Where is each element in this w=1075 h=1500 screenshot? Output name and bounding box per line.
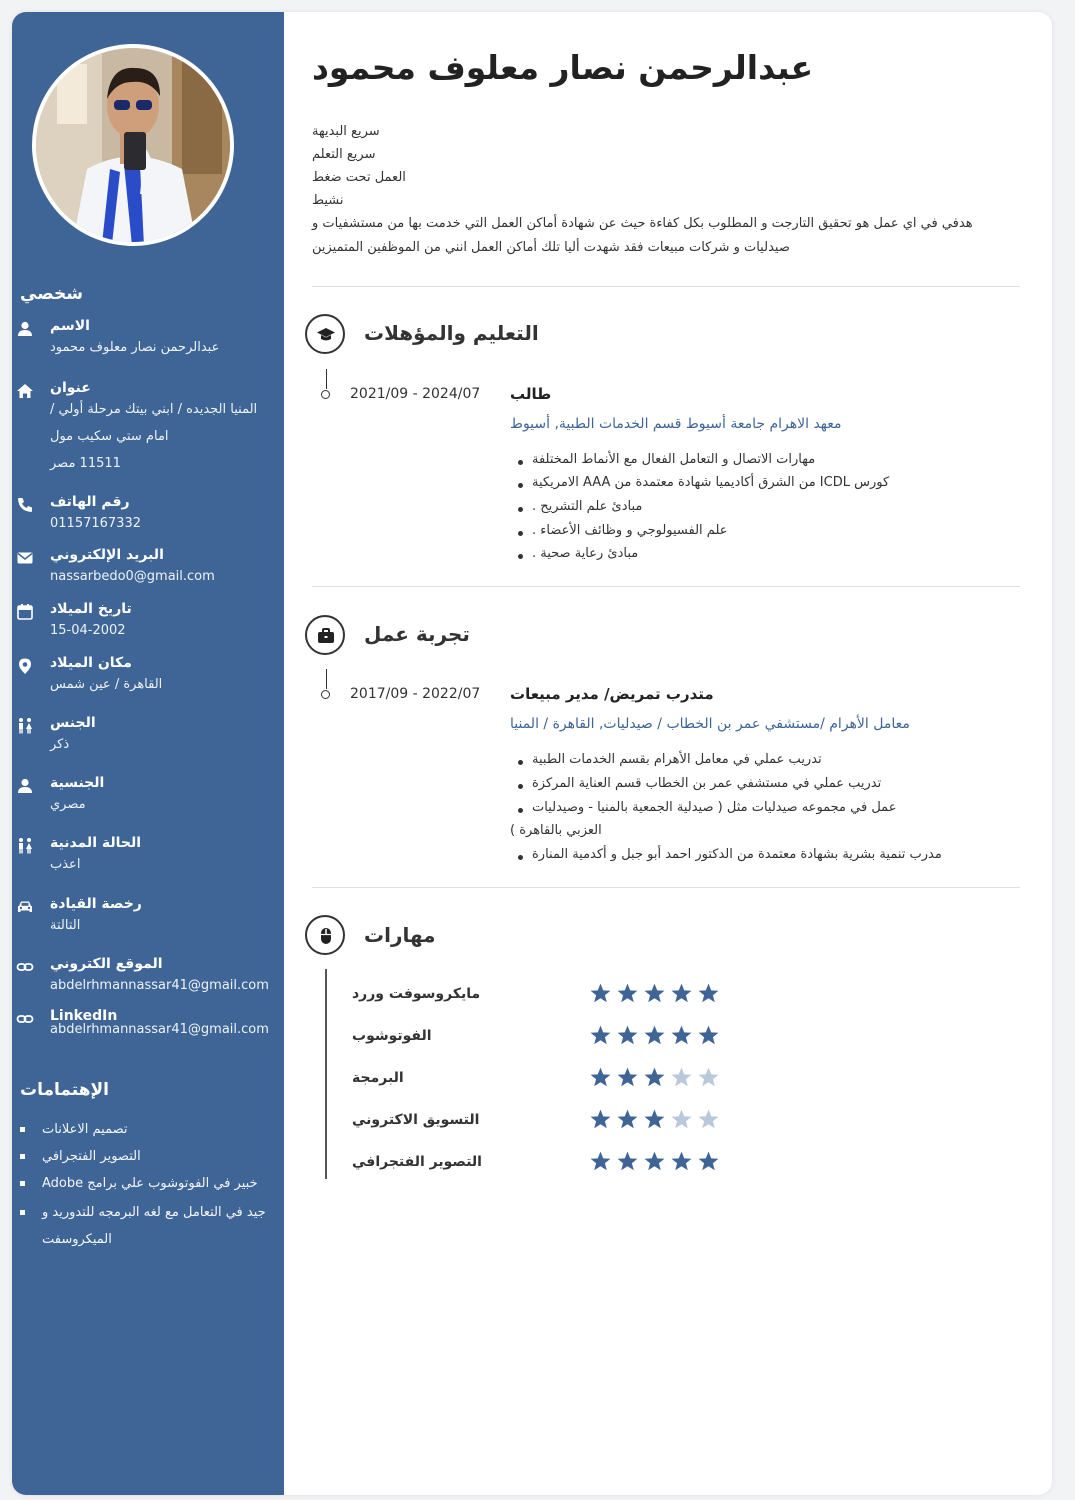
bullet-dot-icon bbox=[518, 855, 523, 860]
personal-value: ذكر bbox=[50, 737, 70, 752]
personal-label: LinkedIn bbox=[50, 1008, 118, 1024]
car-icon bbox=[16, 898, 34, 916]
personal-label: الجنسية bbox=[50, 775, 105, 791]
personal-label: رقم الهاتف bbox=[50, 494, 130, 510]
bullet-text: عمل في مجموعه صيدليات مثل ( صيدلية الجمعية بالمنيا - وصيدليات bbox=[532, 800, 897, 815]
personal-label: الجنس bbox=[50, 715, 96, 731]
bullet-item bbox=[510, 452, 1010, 474]
star-icon bbox=[614, 1066, 641, 1088]
skill-row bbox=[352, 1024, 772, 1054]
experience-role: متدرب تمريض/ مدير مبيعات bbox=[510, 685, 714, 703]
interest-item bbox=[20, 1143, 270, 1170]
star-icon bbox=[614, 1150, 641, 1172]
bullet-item bbox=[510, 499, 1010, 521]
bullet-text: مهارات الاتصال و التعامل الفعال مع الأنماط المختلفة bbox=[532, 452, 816, 467]
personal-value: 11511 مصر bbox=[50, 456, 121, 471]
resume-card bbox=[12, 12, 1052, 1495]
summary-line: صيدليات و شركات مبيعات فقد شهدت أليا تلك أماكن العمل انني من الموظفين المتميزين bbox=[312, 240, 790, 255]
skill-row bbox=[352, 1108, 772, 1138]
star-icon bbox=[614, 982, 641, 1004]
timeline-dot bbox=[321, 690, 330, 699]
experience-title: تجربة عمل bbox=[364, 622, 470, 646]
bullet-item bbox=[510, 800, 1010, 822]
personal-section-title: شخصي bbox=[20, 284, 83, 304]
website-link[interactable]: abdelrhmannassar41@gmail.com bbox=[50, 978, 269, 993]
star-icon bbox=[614, 1024, 641, 1046]
location-pin-icon bbox=[16, 657, 34, 675]
education-institution: معهد الاهرام جامعة أسيوط قسم الخدمات الطبية, أسيوط bbox=[510, 416, 842, 432]
skill-rating bbox=[587, 982, 722, 1008]
interest-text: الميكروسفت bbox=[42, 1232, 112, 1247]
personal-value: امام ستي سكيب مول bbox=[50, 429, 169, 444]
star-icon bbox=[641, 1150, 668, 1172]
bullet-dot-icon bbox=[518, 507, 523, 512]
star-icon bbox=[668, 1150, 695, 1172]
personal-value: القاهرة / عين شمس bbox=[50, 677, 163, 692]
home-icon bbox=[16, 382, 34, 400]
star-icon bbox=[668, 1066, 695, 1088]
star-icon bbox=[641, 1024, 668, 1046]
bullet-dot-icon bbox=[518, 760, 523, 765]
bullet-dot-icon bbox=[518, 808, 523, 813]
skill-rating bbox=[587, 1066, 722, 1092]
summary-line: سريع التعلم bbox=[312, 147, 376, 162]
summary-line: نشيط bbox=[312, 193, 344, 208]
summary-line: العمل تحت ضغط bbox=[312, 170, 406, 185]
star-icon bbox=[614, 1108, 641, 1130]
bullet-text: علم الفسيولوجي و وظائف الأعضاء . bbox=[532, 523, 728, 538]
bullet-square-icon bbox=[20, 1127, 25, 1132]
personal-label: عنوان bbox=[50, 380, 91, 396]
bullet-text: مدرب تنمية بشرية بشهادة معتمدة من الدكتور احمد أبو جبل و أكدمية المنارة bbox=[532, 847, 942, 862]
gender-icon bbox=[16, 717, 34, 735]
personal-label: الاسم bbox=[50, 318, 90, 334]
user-icon bbox=[16, 320, 34, 338]
star-icon bbox=[668, 1108, 695, 1130]
bullet-text: مبادئ رعاية صحية . bbox=[532, 546, 639, 561]
star-icon bbox=[587, 1066, 614, 1088]
personal-value: عبدالرحمن نصار معلوف محمود bbox=[50, 340, 220, 355]
bullet-item bbox=[510, 523, 1010, 545]
divider bbox=[312, 586, 1020, 587]
star-icon bbox=[587, 982, 614, 1004]
bullet-text: تدريب عملي في مستشفي عمر بن الخطاب قسم العناية المركزة bbox=[532, 776, 882, 791]
star-icon bbox=[641, 1108, 668, 1130]
skill-name: التصوير الفتجرافي bbox=[352, 1154, 482, 1170]
personal-value: التالتة bbox=[50, 918, 81, 933]
bullet-text: تدريب عملي في معامل الأهرام بقسم الخدمات الطبية bbox=[532, 752, 822, 767]
skill-rating bbox=[587, 1150, 722, 1176]
phone-icon bbox=[16, 496, 34, 514]
star-icon bbox=[695, 1024, 722, 1046]
personal-label: البريد الإلكتروني bbox=[50, 547, 164, 563]
bullet-dot-icon bbox=[518, 531, 523, 536]
skill-name: البرمجة bbox=[352, 1070, 404, 1086]
briefcase-icon bbox=[305, 615, 345, 655]
gender-icon bbox=[16, 837, 34, 855]
link-icon bbox=[16, 1010, 34, 1028]
skill-name: مايكروسوفت وررد bbox=[352, 986, 481, 1002]
bullet-dot-icon bbox=[518, 483, 523, 488]
personal-label: الحالة المدنية bbox=[50, 835, 142, 851]
bullet-dot-icon bbox=[518, 784, 523, 789]
full-name-heading: عبدالرحمن نصار معلوف محمود bbox=[312, 48, 814, 87]
interests-section-title: الإهتمامات bbox=[20, 1080, 109, 1100]
star-icon bbox=[695, 1066, 722, 1088]
interest-text: التصوير الفتجرافي bbox=[42, 1149, 141, 1164]
summary-line: هدفي في اي عمل هو تحقيق التارجت و المطلوب بكل كفاءة حيث عن شهادة أماكن العمل التي خدمت بها من مستشفيات و bbox=[312, 216, 973, 231]
bullet-item bbox=[510, 823, 1010, 845]
bullet-item bbox=[510, 546, 1010, 568]
skills-title: مهارات bbox=[364, 923, 436, 947]
bullet-item bbox=[510, 752, 1010, 774]
star-icon bbox=[587, 1108, 614, 1130]
summary-line: سريع البديهة bbox=[312, 124, 380, 139]
skill-row bbox=[352, 982, 772, 1012]
star-icon bbox=[695, 1108, 722, 1130]
skill-row bbox=[352, 1066, 772, 1096]
interest-item bbox=[20, 1116, 270, 1143]
personal-value: اعذب bbox=[50, 857, 81, 872]
personal-value: مصري bbox=[50, 797, 86, 812]
star-icon bbox=[587, 1150, 614, 1172]
personal-value: nassarbedo0@gmail.com bbox=[50, 569, 215, 584]
personal-label: الموقع الكتروني bbox=[50, 956, 163, 972]
skill-name: الفوتوشوب bbox=[352, 1028, 432, 1044]
divider bbox=[312, 887, 1020, 888]
personal-value: 15-04-2002 bbox=[50, 623, 126, 638]
star-icon bbox=[695, 982, 722, 1004]
interest-item bbox=[20, 1199, 270, 1226]
skill-name: التسويق الاكتروني bbox=[352, 1112, 480, 1128]
interest-item bbox=[20, 1226, 270, 1253]
interest-text: تصميم الاعلانات bbox=[42, 1122, 128, 1137]
bullet-text: مبادئ علم التشريح . bbox=[532, 499, 643, 514]
star-icon bbox=[587, 1024, 614, 1046]
star-icon bbox=[695, 1150, 722, 1172]
personal-label: تاريخ الميلاد bbox=[50, 601, 132, 617]
education-role: طالب bbox=[510, 385, 552, 403]
interest-text: خبير في الفوتوشوب علي برامج Adobe bbox=[42, 1176, 258, 1191]
education-date: 2021/09 - 2024/07 bbox=[350, 386, 481, 402]
skills-line bbox=[325, 969, 327, 1179]
timeline-line bbox=[326, 669, 327, 689]
personal-label: رخصة القيادة bbox=[50, 896, 142, 912]
bullet-dot-icon bbox=[518, 554, 523, 559]
skill-rating bbox=[587, 1108, 722, 1134]
personal-value: المنيا الجديده / ابني بيتك مرحلة أولي / bbox=[50, 402, 258, 417]
skill-rating bbox=[587, 1024, 722, 1050]
star-icon bbox=[641, 1066, 668, 1088]
experience-institution: معامل الأهرام /مستشفي عمر بن الخطاب / صيدليات, القاهرة / المنيا bbox=[510, 716, 910, 732]
link-icon bbox=[16, 958, 34, 976]
personal-label: مكان الميلاد bbox=[50, 655, 132, 671]
bullet-dot-icon bbox=[518, 460, 523, 465]
education-title: التعليم والمؤهلات bbox=[364, 321, 539, 345]
profile-photo bbox=[32, 44, 234, 246]
user-icon bbox=[16, 777, 34, 795]
sidebar bbox=[12, 12, 284, 1495]
personal-value: 01157167332 bbox=[50, 516, 141, 531]
email-icon bbox=[16, 549, 34, 567]
interest-item bbox=[20, 1170, 270, 1197]
bullet-item bbox=[510, 475, 1010, 497]
timeline-line bbox=[326, 369, 327, 389]
bullet-square-icon bbox=[20, 1154, 25, 1159]
interest-text: جيد في التعامل مع لغه البرمجه للتدوريد و bbox=[42, 1205, 266, 1220]
graduation-cap-icon bbox=[305, 314, 345, 354]
timeline-dot bbox=[321, 390, 330, 399]
star-icon bbox=[641, 982, 668, 1004]
skill-row bbox=[352, 1150, 772, 1180]
bullet-square-icon bbox=[20, 1210, 25, 1215]
bullet-text: العزبي بالقاهرة ) bbox=[510, 823, 602, 838]
experience-date: 2017/09 - 2022/07 bbox=[350, 686, 481, 702]
website-link[interactable]: abdelrhmannassar41@gmail.com bbox=[50, 1022, 269, 1037]
bullet-text: كورس ICDL من الشرق أكاديميا شهادة معتمدة من AAA الامريكية bbox=[532, 475, 890, 490]
bullet-square-icon bbox=[20, 1181, 25, 1186]
calendar-icon bbox=[16, 603, 34, 621]
star-icon bbox=[668, 1024, 695, 1046]
star-icon bbox=[668, 982, 695, 1004]
bullet-item bbox=[510, 847, 1010, 869]
bullet-item bbox=[510, 776, 1010, 798]
mouse-icon bbox=[305, 915, 345, 955]
divider bbox=[312, 286, 1020, 287]
